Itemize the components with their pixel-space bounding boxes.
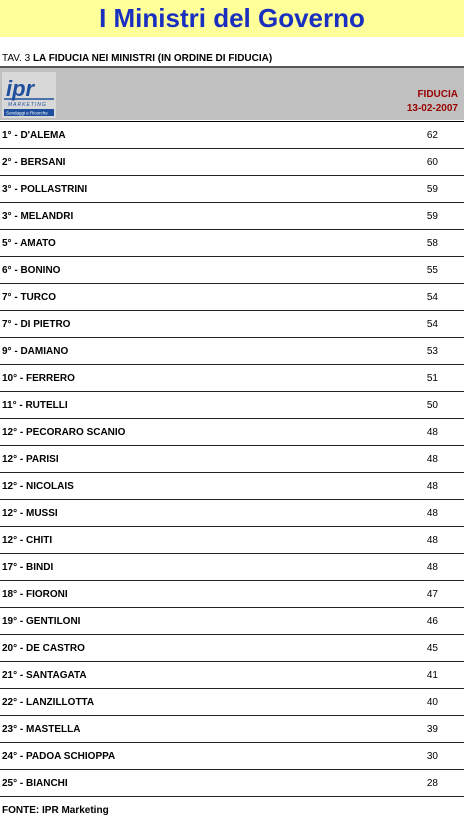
table-row	[0, 176, 464, 203]
fiducia-value: 47	[426, 589, 438, 600]
logo-sub-sondaggi: Sondaggi e Ricerche	[6, 110, 48, 116]
fiducia-value: 46	[426, 616, 438, 627]
minister-name: 19° - GENTILONI	[2, 616, 81, 627]
table-row	[0, 446, 464, 473]
table-row	[0, 635, 464, 662]
fiducia-value: 59	[426, 184, 438, 195]
fiducia-value: 48	[426, 562, 438, 573]
table-row	[0, 338, 464, 365]
minister-name: 11° - RUTELLI	[2, 400, 68, 411]
table-row	[0, 149, 464, 176]
fiducia-value: 62	[426, 130, 438, 141]
fiducia-value: 60	[426, 157, 438, 168]
fiducia-value: 41	[426, 670, 438, 681]
ministers-table	[0, 121, 464, 797]
fiducia-value: 30	[426, 751, 438, 762]
fiducia-label: FIDUCIA	[417, 89, 458, 100]
minister-name: 22° - LANZILLOTTA	[2, 697, 95, 708]
table-row	[0, 284, 464, 311]
table-row	[0, 203, 464, 230]
ipr-logo	[2, 72, 56, 118]
table-row	[0, 608, 464, 635]
fiducia-value: 59	[426, 211, 438, 222]
fiducia-date: 13-02-2007	[406, 103, 458, 114]
minister-name: 12° - PECORARO SCANIO	[2, 427, 126, 438]
minister-name: 9° - DAMIANO	[2, 346, 69, 357]
fiducia-value: 55	[426, 265, 438, 276]
minister-name: 7° - TURCO	[2, 292, 56, 303]
source-note: FONTE: IPR Marketing	[2, 805, 109, 816]
fiducia-value: 54	[426, 319, 438, 330]
table-row	[0, 500, 464, 527]
logo-text: ipr	[6, 76, 35, 101]
minister-name: 25° - BIANCHI	[2, 778, 68, 789]
minister-name: 3° - MELANDRI	[2, 211, 74, 222]
table-row	[0, 716, 464, 743]
minister-name: 18° - FIORONI	[2, 589, 68, 600]
table-row	[0, 230, 464, 257]
fiducia-value: 58	[426, 238, 438, 249]
fiducia-value: 48	[426, 535, 438, 546]
title-banner	[0, 0, 464, 37]
fiducia-value: 39	[426, 724, 438, 735]
minister-name: 3° - POLLASTRINI	[2, 184, 88, 195]
fiducia-value: 48	[426, 508, 438, 519]
fiducia-value: 50	[426, 400, 438, 411]
table-row	[0, 365, 464, 392]
table-number: TAV. 3	[2, 53, 31, 64]
table-row	[0, 311, 464, 338]
minister-name: 17° - BINDI	[2, 562, 54, 573]
minister-name: 12° - MUSSI	[2, 508, 58, 519]
page-title: I Ministri del Governo	[99, 3, 365, 33]
fiducia-value: 40	[426, 697, 438, 708]
table-caption	[2, 53, 272, 64]
fiducia-value: 53	[426, 346, 438, 357]
table-row	[0, 581, 464, 608]
fiducia-value: 51	[426, 373, 438, 384]
fiducia-value: 48	[426, 427, 438, 438]
table-row	[0, 257, 464, 284]
fiducia-value: 45	[426, 643, 438, 654]
minister-name: 12° - NICOLAIS	[2, 481, 74, 492]
minister-name: 24° - PADOA SCHIOPPA	[2, 751, 116, 762]
table-row	[0, 770, 464, 797]
table-row	[0, 473, 464, 500]
fiducia-value: 54	[426, 292, 438, 303]
fiducia-value: 28	[426, 778, 438, 789]
table-row	[0, 527, 464, 554]
table-row	[0, 662, 464, 689]
table-row	[0, 392, 464, 419]
fiducia-value: 48	[426, 481, 438, 492]
minister-name: 23° - MASTELLA	[2, 724, 81, 735]
minister-name: 20° - DE CASTRO	[2, 643, 85, 654]
table-row	[0, 122, 464, 149]
table-caption-text: LA FIDUCIA NEI MINISTRI (IN ORDINE DI FIDUCIA)	[32, 53, 273, 64]
minister-name: 7° - DI PIETRO	[2, 319, 71, 330]
minister-name: 10° - FERRERO	[2, 373, 75, 384]
minister-name: 1° - D'ALEMA	[2, 130, 66, 141]
minister-name: 21° - SANTAGATA	[2, 670, 87, 681]
fiducia-column-header	[407, 88, 458, 116]
minister-name: 2° - BERSANI	[2, 157, 66, 168]
fiducia-value: 48	[426, 454, 438, 465]
table-header	[0, 66, 464, 120]
table-row	[0, 554, 464, 581]
minister-name: 6° - BONINO	[2, 265, 61, 276]
table-row	[0, 743, 464, 770]
table-row	[0, 419, 464, 446]
minister-name: 12° - PARISI	[2, 454, 59, 465]
minister-name: 12° - CHITI	[2, 535, 53, 546]
logo-sub-marketing: MARKETING	[8, 102, 47, 108]
table-row	[0, 689, 464, 716]
minister-name: 5° - AMATO	[2, 238, 56, 249]
